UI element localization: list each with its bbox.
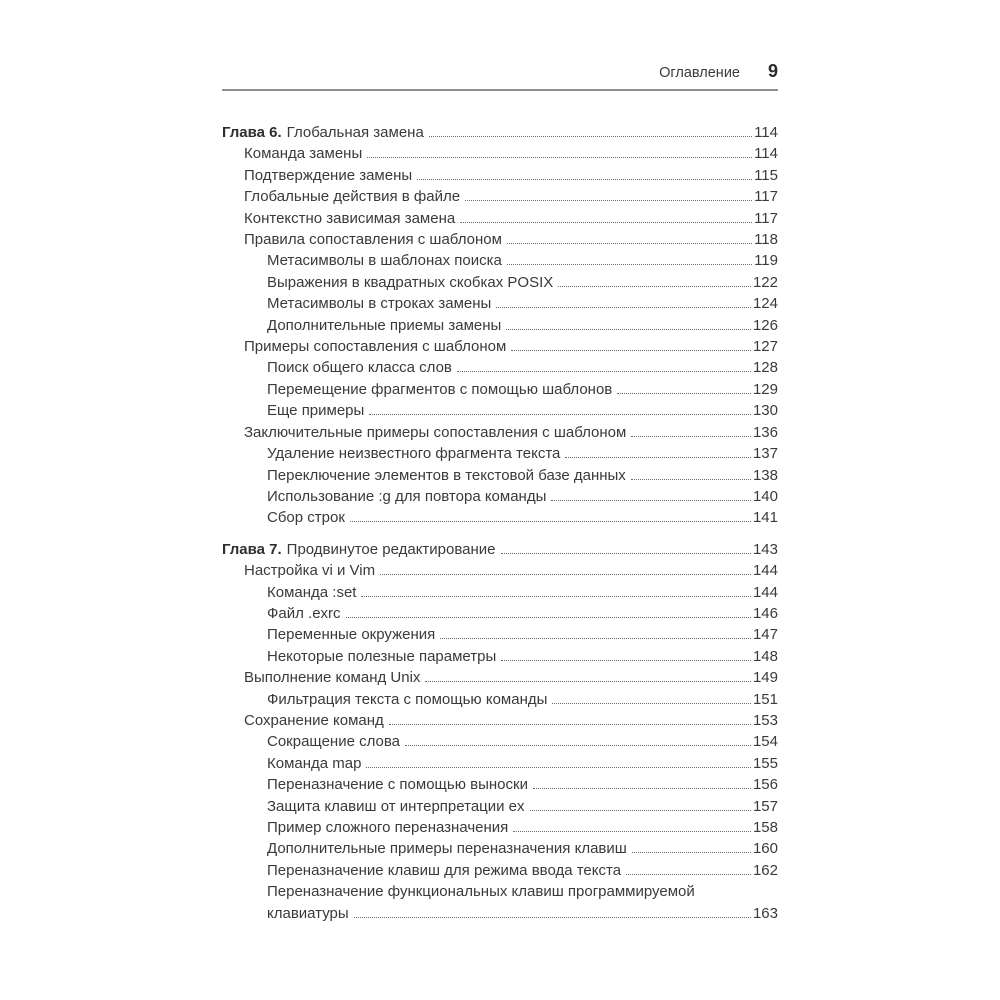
toc-entry-label: Файл .exrc [267,604,341,622]
toc-entry [222,539,778,560]
toc-entry-page-number: 117 [754,188,778,206]
toc-entry [222,817,778,838]
toc-entry-page-number: 129 [752,380,778,398]
toc-entry-dot-leader [551,500,751,501]
toc-entry-label: Некоторые полезные параметры [267,647,497,665]
toc-entry-dot-leader [369,414,751,415]
toc-entry-label: Сохранение команд [244,711,384,729]
toc-entry-label: Продвинутое редактирование [286,540,496,558]
toc-entry-dot-leader [632,852,751,853]
toc-entry [222,443,778,464]
toc-entry-dot-leader [565,457,751,458]
running-head-page-number: 9 [767,61,778,81]
toc-entry-page-number: 136 [752,423,778,441]
toc-entry-label: Переназначение с помощью выноски [267,776,528,794]
toc-entry-prefix: Глава 6. [222,124,282,141]
toc-entry [222,710,778,731]
toc-entry-page-number: 156 [752,776,778,794]
toc-entry-dot-leader [465,200,752,201]
toc-entry-page-number: 126 [752,316,778,334]
toc-entry-page-number: 144 [752,562,778,580]
toc-entry-label: Сбор строк [267,509,345,527]
toc-entry-page-number: 153 [752,711,778,729]
toc-entry-label: Глобальная замена [286,124,424,141]
toc-entry-page-number: 127 [752,338,778,356]
toc-entry [222,667,778,688]
toc-entry-dot-leader [496,307,751,308]
toc-entry-page-number: 157 [752,797,778,815]
toc-entry-dot-leader [361,596,751,597]
toc-entry-label: Переключение элементов в текстовой базе данных [267,466,626,484]
toc-entry-label: Использование :g для повтора команды [267,487,547,505]
toc-entry-page-number: 143 [752,540,778,558]
toc-entry-dot-leader [617,393,751,394]
toc-entry [222,250,778,271]
toc-entry-label: Команда замены [244,145,363,163]
running-head-title: Оглавление [659,65,740,81]
toc-entry [222,315,778,336]
toc-entry-label: Выполнение команд Unix [244,669,421,687]
toc-entry-label: Команда :set [267,583,357,601]
toc-entry-dot-leader [380,574,751,575]
toc-entry [222,186,778,207]
toc-entry-dot-leader [558,286,751,287]
toc-entry-dot-leader [506,329,751,330]
toc-entry-dot-leader [389,724,751,725]
toc-entry-page-number: 138 [752,466,778,484]
toc-entry-label: Сокращение слова [267,733,401,751]
toc-entry-page-number: 148 [752,647,778,665]
toc-entry-label: Метасимволы в шаблонах поиска [267,252,502,270]
toc-entry-page-number: 146 [752,604,778,622]
toc-entry-label: Пример сложного переназначения [267,819,509,836]
toc-entry [222,903,778,924]
toc-entry [222,603,778,624]
toc-entry-label: Метасимволы в строках замены [267,295,492,313]
toc-entry-dot-leader [367,157,752,158]
toc-entry-label: Перемещение фрагментов с помощью шаблонов [267,380,613,398]
toc-list [222,122,778,924]
toc-entry-dot-leader [533,788,751,789]
toc-entry [222,796,778,817]
toc-entry-dot-leader [346,617,751,618]
toc-entry [222,336,778,357]
toc-entry-label: Правила сопоставления с шаблоном [244,231,502,249]
toc-entry-dot-leader [460,222,752,223]
toc-entry [222,122,778,143]
toc-entry [222,143,778,164]
toc-entry-dot-leader [513,831,751,832]
toc-entry-label: Подтверждение замены [244,166,413,184]
toc-entry-label: Дополнительные приемы замены [267,316,502,334]
toc-entry-label: Удаление неизвестного фрагмента текста [267,445,561,463]
toc-entry-label: Переназначение клавиш для режима ввода текста [267,861,622,879]
toc-entry-page-number: 114 [754,145,778,163]
toc-entry [222,272,778,293]
toc-entry [222,208,778,229]
toc-entry-dot-leader [552,703,751,704]
toc-entry [222,624,778,645]
toc-entry-page-number: 114 [754,124,778,141]
toc-entry [222,838,778,859]
toc-entry-dot-leader [631,436,751,437]
toc-entry [222,293,778,314]
toc-entry [222,465,778,486]
toc-entry-label: Настройка vi и Vim [244,562,376,580]
toc-entry-dot-leader [429,136,752,137]
toc-entry-dot-leader [405,745,751,746]
running-head [222,62,778,91]
page-content [222,62,778,924]
toc-entry-dot-leader [507,264,752,265]
toc-entry-dot-leader [507,243,752,244]
toc-entry-page-number: 137 [752,445,778,463]
toc-entry [222,860,778,881]
toc-entry-page-number: 151 [752,690,778,708]
toc-entry [222,379,778,400]
toc-entry [222,486,778,507]
toc-entry [222,881,778,902]
toc-entry-prefix: Глава 7. [222,540,282,558]
toc-entry [222,400,778,421]
toc-entry-page-number: 140 [752,487,778,505]
toc-entry-page-number: 144 [752,583,778,601]
toc-entry [222,582,778,603]
toc-entry-dot-leader [501,660,751,661]
toc-entry [222,165,778,186]
toc-entry [222,560,778,581]
toc-entry-page-number: 117 [754,209,778,227]
toc-entry-page-number: 158 [752,819,778,836]
toc-entry-dot-leader [417,179,752,180]
toc-entry-page-number: 149 [752,669,778,687]
toc-entry-label: Контекстно зависимая замена [244,209,456,227]
toc-entry-label: Команда map [267,754,362,772]
toc-entry-label: Глобальные действия в файле [244,188,461,206]
toc-entry-dot-leader [626,874,751,875]
toc-entry-label: Дополнительные примеры переназначения клавиш [267,840,627,858]
toc-entry-page-number: 155 [752,754,778,772]
toc-entry-dot-leader [425,681,751,682]
toc-entry-dot-leader [511,350,751,351]
toc-entry-page-number: 118 [754,231,778,249]
toc-entry-label: Переназначение функциональных клавиш программируемой [267,883,695,901]
toc-entry-label: Фильтрация текста с помощью команды [267,690,548,708]
toc-entry-label: Поиск общего класса слов [267,359,452,377]
toc-entry-label: Заключительные примеры сопоставления с шаблоном [244,423,627,441]
toc-entry-dot-leader [457,371,751,372]
toc-entry-dot-leader [530,810,751,811]
toc-entry [222,229,778,250]
toc-entry-page-number: 154 [752,733,778,751]
toc-entry [222,731,778,752]
toc-entry-dot-leader [350,521,751,522]
toc-entry-page-number: 124 [752,295,778,313]
toc-entry-dot-leader [354,917,751,918]
toc-entry-page-number: 130 [752,402,778,420]
toc-entry-dot-leader [631,479,751,480]
toc-entry-label: Еще примеры [267,402,365,420]
toc-entry-page-number: 141 [752,509,778,527]
toc-entry [222,689,778,710]
toc-entry [222,507,778,528]
toc-entry [222,422,778,443]
toc-entry-label: Переменные окружения [267,626,436,644]
toc-entry [222,357,778,378]
toc-entry-page-number: 163 [752,904,778,922]
toc-entry-dot-leader [501,553,751,554]
toc-entry-dot-leader [366,767,751,768]
toc-entry-page-number: 162 [752,861,778,879]
toc-entry-label: Примеры сопоставления с шаблоном [244,338,507,356]
toc-entry-label: Защита клавиш от интерпретации ex [267,797,525,815]
toc-entry-dot-leader [440,638,751,639]
toc-entry [222,753,778,774]
toc-entry-page-number: 119 [754,252,778,270]
toc-entry-label: Выражения в квадратных скобках POSIX [267,273,554,291]
toc-entry-label: клавиатуры [267,904,349,922]
toc-entry-page-number: 160 [752,840,778,858]
toc-entry-page-number: 122 [752,273,778,291]
toc-entry [222,774,778,795]
toc-entry-page-number: 128 [752,359,778,377]
toc-entry-page-number: 115 [754,166,778,184]
toc-entry-page-number: 147 [752,626,778,644]
toc-entry [222,646,778,667]
